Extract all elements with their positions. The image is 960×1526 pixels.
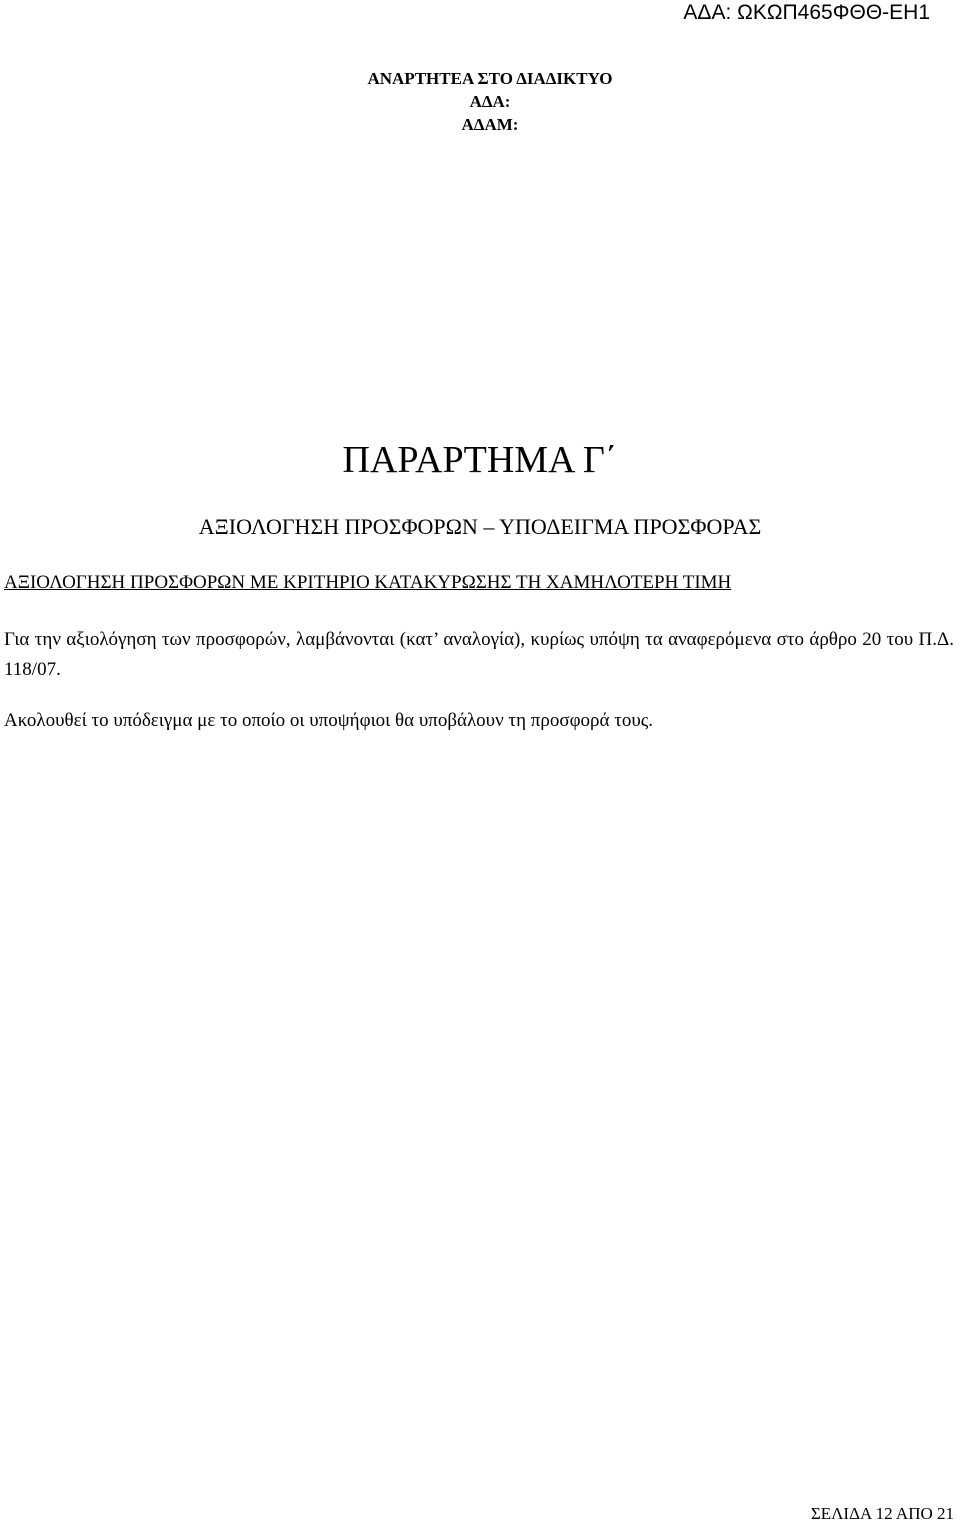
publish-online-label: ΑΝΑΡΤΗΤΕΑ ΣΤΟ ΔΙΑΔΙΚΤΥΟ <box>367 69 613 88</box>
body-paragraph-evaluation: Για την αξιολόγηση των προσφορών, λαμβάνονται (κατ’ αναλογία), κυρίως υπόψη τα αναφερόμενα στο άρθρο 20 του Π.Δ. 118/07. <box>4 629 954 680</box>
annex-title: ΠΑΡΑΡΤΗΜΑ Γ΄ <box>342 439 618 481</box>
page-number-footer: ΣΕΛΙΔΑ 12 ΑΠΟ 21 <box>810 1504 954 1523</box>
annex-subtitle: ΑΞΙΟΛΟΓΗΣΗ ΠΡΟΣΦΟΡΩΝ – ΥΠΟΔΕΙΓΜΑ ΠΡΟΣΦΟΡΑΣ <box>198 514 762 539</box>
adam-label: ΑΔΑΜ: <box>461 115 519 134</box>
body-paragraph-template: Ακολουθεί το υπόδειγμα με το οποίο οι υποψήφιοι θα υποβάλουν τη προσφορά τους. <box>4 710 654 731</box>
publish-online-block <box>340 67 640 136</box>
ada-label: ΑΔΑ: <box>469 92 511 111</box>
ada-code-header: ΑΔΑ: ΩΚΩΠ465ΦΘΘ-ΕΗ1 <box>683 1 930 24</box>
section-heading: ΑΞΙΟΛΟΓΗΣΗ ΠΡΟΣΦΟΡΩΝ ΜΕ ΚΡΙΤΗΡΙΟ ΚΑΤΑΚΥΡΩΣΗΣ ΤΗ ΧΑΜΗΛΟΤΕΡΗ ΤΙΜΗ <box>4 572 732 593</box>
